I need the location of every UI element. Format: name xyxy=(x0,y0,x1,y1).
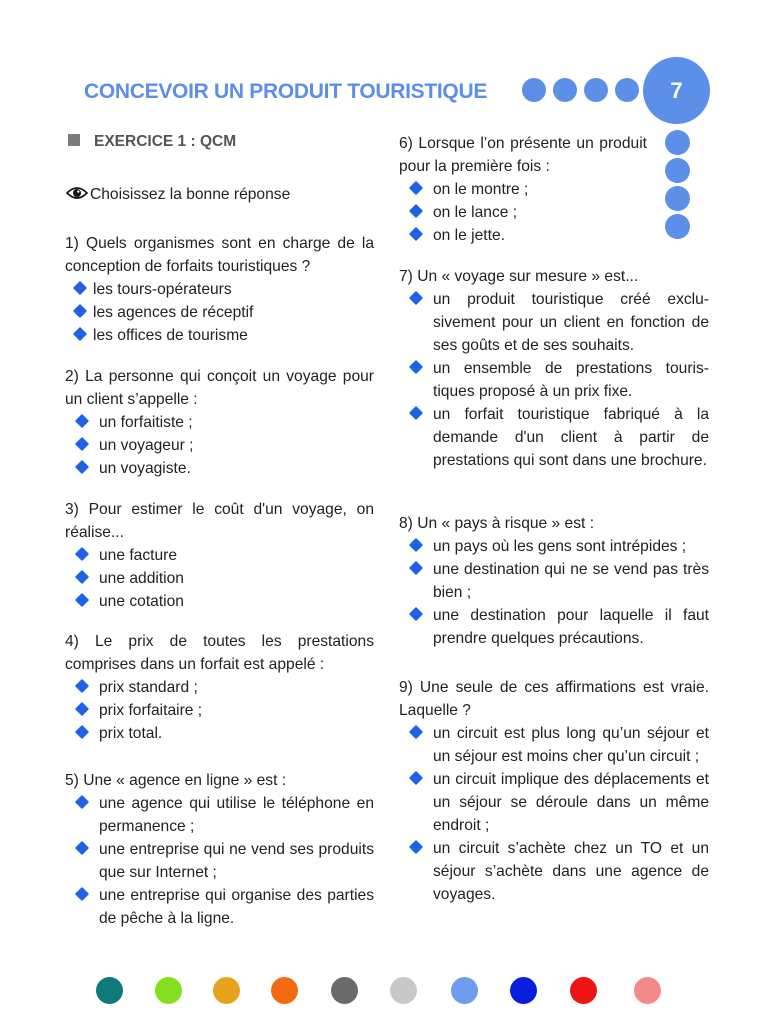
side-dot xyxy=(665,214,690,239)
diamond-bullet-icon xyxy=(73,281,87,295)
answer-option[interactable]: un forfait touristique fabriqué à la demande d'un client à partir de prestations qui sont dans une brochure. xyxy=(399,403,709,472)
header-dot xyxy=(584,78,608,102)
question-text: 2) La personne qui conçoit un voyage pour un client s’appelle : xyxy=(65,368,374,408)
question-text: 9) Une seule de ces affirmations est vraie. Laquelle ? xyxy=(399,679,709,719)
question-text: 4) Le prix de toutes les prestations comprises dans un forfait est appelé : xyxy=(65,633,374,673)
diamond-bullet-icon xyxy=(409,181,423,195)
exercise-heading xyxy=(68,133,236,151)
square-bullet-icon xyxy=(68,134,80,146)
answer-option[interactable]: on le montre ; xyxy=(399,178,647,201)
footer-dot xyxy=(271,977,298,1004)
diamond-bullet-icon xyxy=(75,547,89,561)
answer-option[interactable]: un voyagiste. xyxy=(65,457,374,480)
answer-option[interactable]: un circuit s’achète chez un TO et un séjour s’achète dans une agence de voyages. xyxy=(399,837,709,906)
answer-option[interactable]: une agence qui utilise le téléphone en permanence ; xyxy=(65,792,374,838)
question-1 xyxy=(65,232,374,347)
question-7 xyxy=(399,265,709,472)
header-dot xyxy=(553,78,577,102)
question-3 xyxy=(65,498,374,613)
diamond-bullet-icon xyxy=(409,561,423,575)
answer-option[interactable]: un voyageur ; xyxy=(65,434,374,457)
side-dot xyxy=(665,186,690,211)
diamond-bullet-icon xyxy=(73,327,87,341)
answer-option[interactable]: un ensemble de prestations touris-tiques proposé à un prix fixe. xyxy=(399,357,709,403)
answer-option[interactable]: les tours-opérateurs xyxy=(65,278,374,301)
answer-option[interactable]: un pays où les gens sont intrépides ; xyxy=(399,535,709,558)
question-text: 6) Lorsque l’on présente un produit pour la première fois : xyxy=(399,135,647,175)
page-number: 7 xyxy=(643,57,710,124)
diamond-bullet-icon xyxy=(75,725,89,739)
exercise-title: EXERCICE 1 : QCM xyxy=(94,133,237,150)
diamond-bullet-icon xyxy=(75,460,89,474)
diamond-bullet-icon xyxy=(75,887,89,901)
question-4 xyxy=(65,630,374,745)
diamond-bullet-icon xyxy=(409,538,423,552)
page-title: CONCEVOIR UN PRODUIT TOURISTIQUE xyxy=(84,80,488,103)
footer-dot xyxy=(331,977,358,1004)
answer-option[interactable]: les agences de réceptif xyxy=(65,301,374,324)
side-dot xyxy=(665,130,690,155)
answer-option[interactable]: un produit touristique créé exclu-sivement pour un client en fonction de ses goûts et de ses souhaits. xyxy=(399,288,709,357)
answer-option[interactable]: un forfaitiste ; xyxy=(65,411,374,434)
question-text: 1) Quels organismes sont en charge de la conception de forfaits touristiques ? xyxy=(65,235,374,275)
header-dot xyxy=(615,78,639,102)
diamond-bullet-icon xyxy=(409,725,423,739)
question-5 xyxy=(65,769,374,930)
answer-option[interactable]: une entreprise qui ne vend ses produits que sur Internet ; xyxy=(65,838,374,884)
instruction-text: Choisissez la bonne réponse xyxy=(90,186,291,203)
diamond-bullet-icon xyxy=(75,414,89,428)
diamond-bullet-icon xyxy=(75,437,89,451)
answer-option[interactable]: une destination qui ne se vend pas très bien ; xyxy=(399,558,709,604)
footer-dot xyxy=(96,977,123,1004)
answer-option[interactable]: une addition xyxy=(65,567,374,590)
answer-option[interactable]: une entreprise qui organise des parties de pêche à la ligne. xyxy=(65,884,374,930)
answer-option[interactable]: prix forfaitaire ; xyxy=(65,699,374,722)
diamond-bullet-icon xyxy=(75,593,89,607)
answer-option[interactable]: une destination pour laquelle il faut prendre quelques précautions. xyxy=(399,604,709,650)
diamond-bullet-icon xyxy=(409,771,423,785)
question-6 xyxy=(399,132,647,247)
diamond-bullet-icon xyxy=(409,840,423,854)
header-dot xyxy=(522,78,546,102)
answer-option[interactable]: les offices de tourisme xyxy=(65,324,374,347)
side-dot xyxy=(665,158,690,183)
question-8 xyxy=(399,512,709,650)
answer-option[interactable]: un circuit implique des déplacements et un séjour se déroule dans un même endroit ; xyxy=(399,768,709,837)
answer-option[interactable]: prix total. xyxy=(65,722,374,745)
footer-dot xyxy=(510,977,537,1004)
diamond-bullet-icon xyxy=(409,406,423,420)
diamond-bullet-icon xyxy=(409,291,423,305)
footer-dot xyxy=(451,977,478,1004)
question-2 xyxy=(65,365,374,480)
question-text: 3) Pour estimer le coût d'un voyage, on réalise... xyxy=(65,501,374,541)
answer-option[interactable]: prix standard ; xyxy=(65,676,374,699)
footer-dot xyxy=(570,977,597,1004)
diamond-bullet-icon xyxy=(73,304,87,318)
diamond-bullet-icon xyxy=(75,679,89,693)
diamond-bullet-icon xyxy=(409,607,423,621)
diamond-bullet-icon xyxy=(75,570,89,584)
answer-option[interactable]: une cotation xyxy=(65,590,374,613)
diamond-bullet-icon xyxy=(75,795,89,809)
footer-dot xyxy=(213,977,240,1004)
question-9 xyxy=(399,676,709,906)
footer-dot xyxy=(390,977,417,1004)
question-text: 5) Une « agence en ligne » est : xyxy=(65,772,287,789)
answer-option[interactable]: un circuit est plus long qu’un séjour et un séjour est moins cher qu’un circuit ; xyxy=(399,722,709,768)
diamond-bullet-icon xyxy=(409,360,423,374)
footer-color-dots xyxy=(0,977,768,1005)
diamond-bullet-icon xyxy=(75,841,89,855)
footer-dot xyxy=(155,977,182,1004)
instruction xyxy=(66,186,290,205)
answer-option[interactable]: on le lance ; xyxy=(399,201,647,224)
diamond-bullet-icon xyxy=(75,702,89,716)
answer-option[interactable]: une facture xyxy=(65,544,374,567)
question-text: 8) Un « pays à risque » est : xyxy=(399,515,595,532)
question-text: 7) Un « voyage sur mesure » est... xyxy=(399,268,639,285)
diamond-bullet-icon xyxy=(409,227,423,241)
eye-icon xyxy=(66,186,90,205)
footer-dot xyxy=(634,977,661,1004)
diamond-bullet-icon xyxy=(409,204,423,218)
answer-option[interactable]: on le jette. xyxy=(399,224,647,247)
